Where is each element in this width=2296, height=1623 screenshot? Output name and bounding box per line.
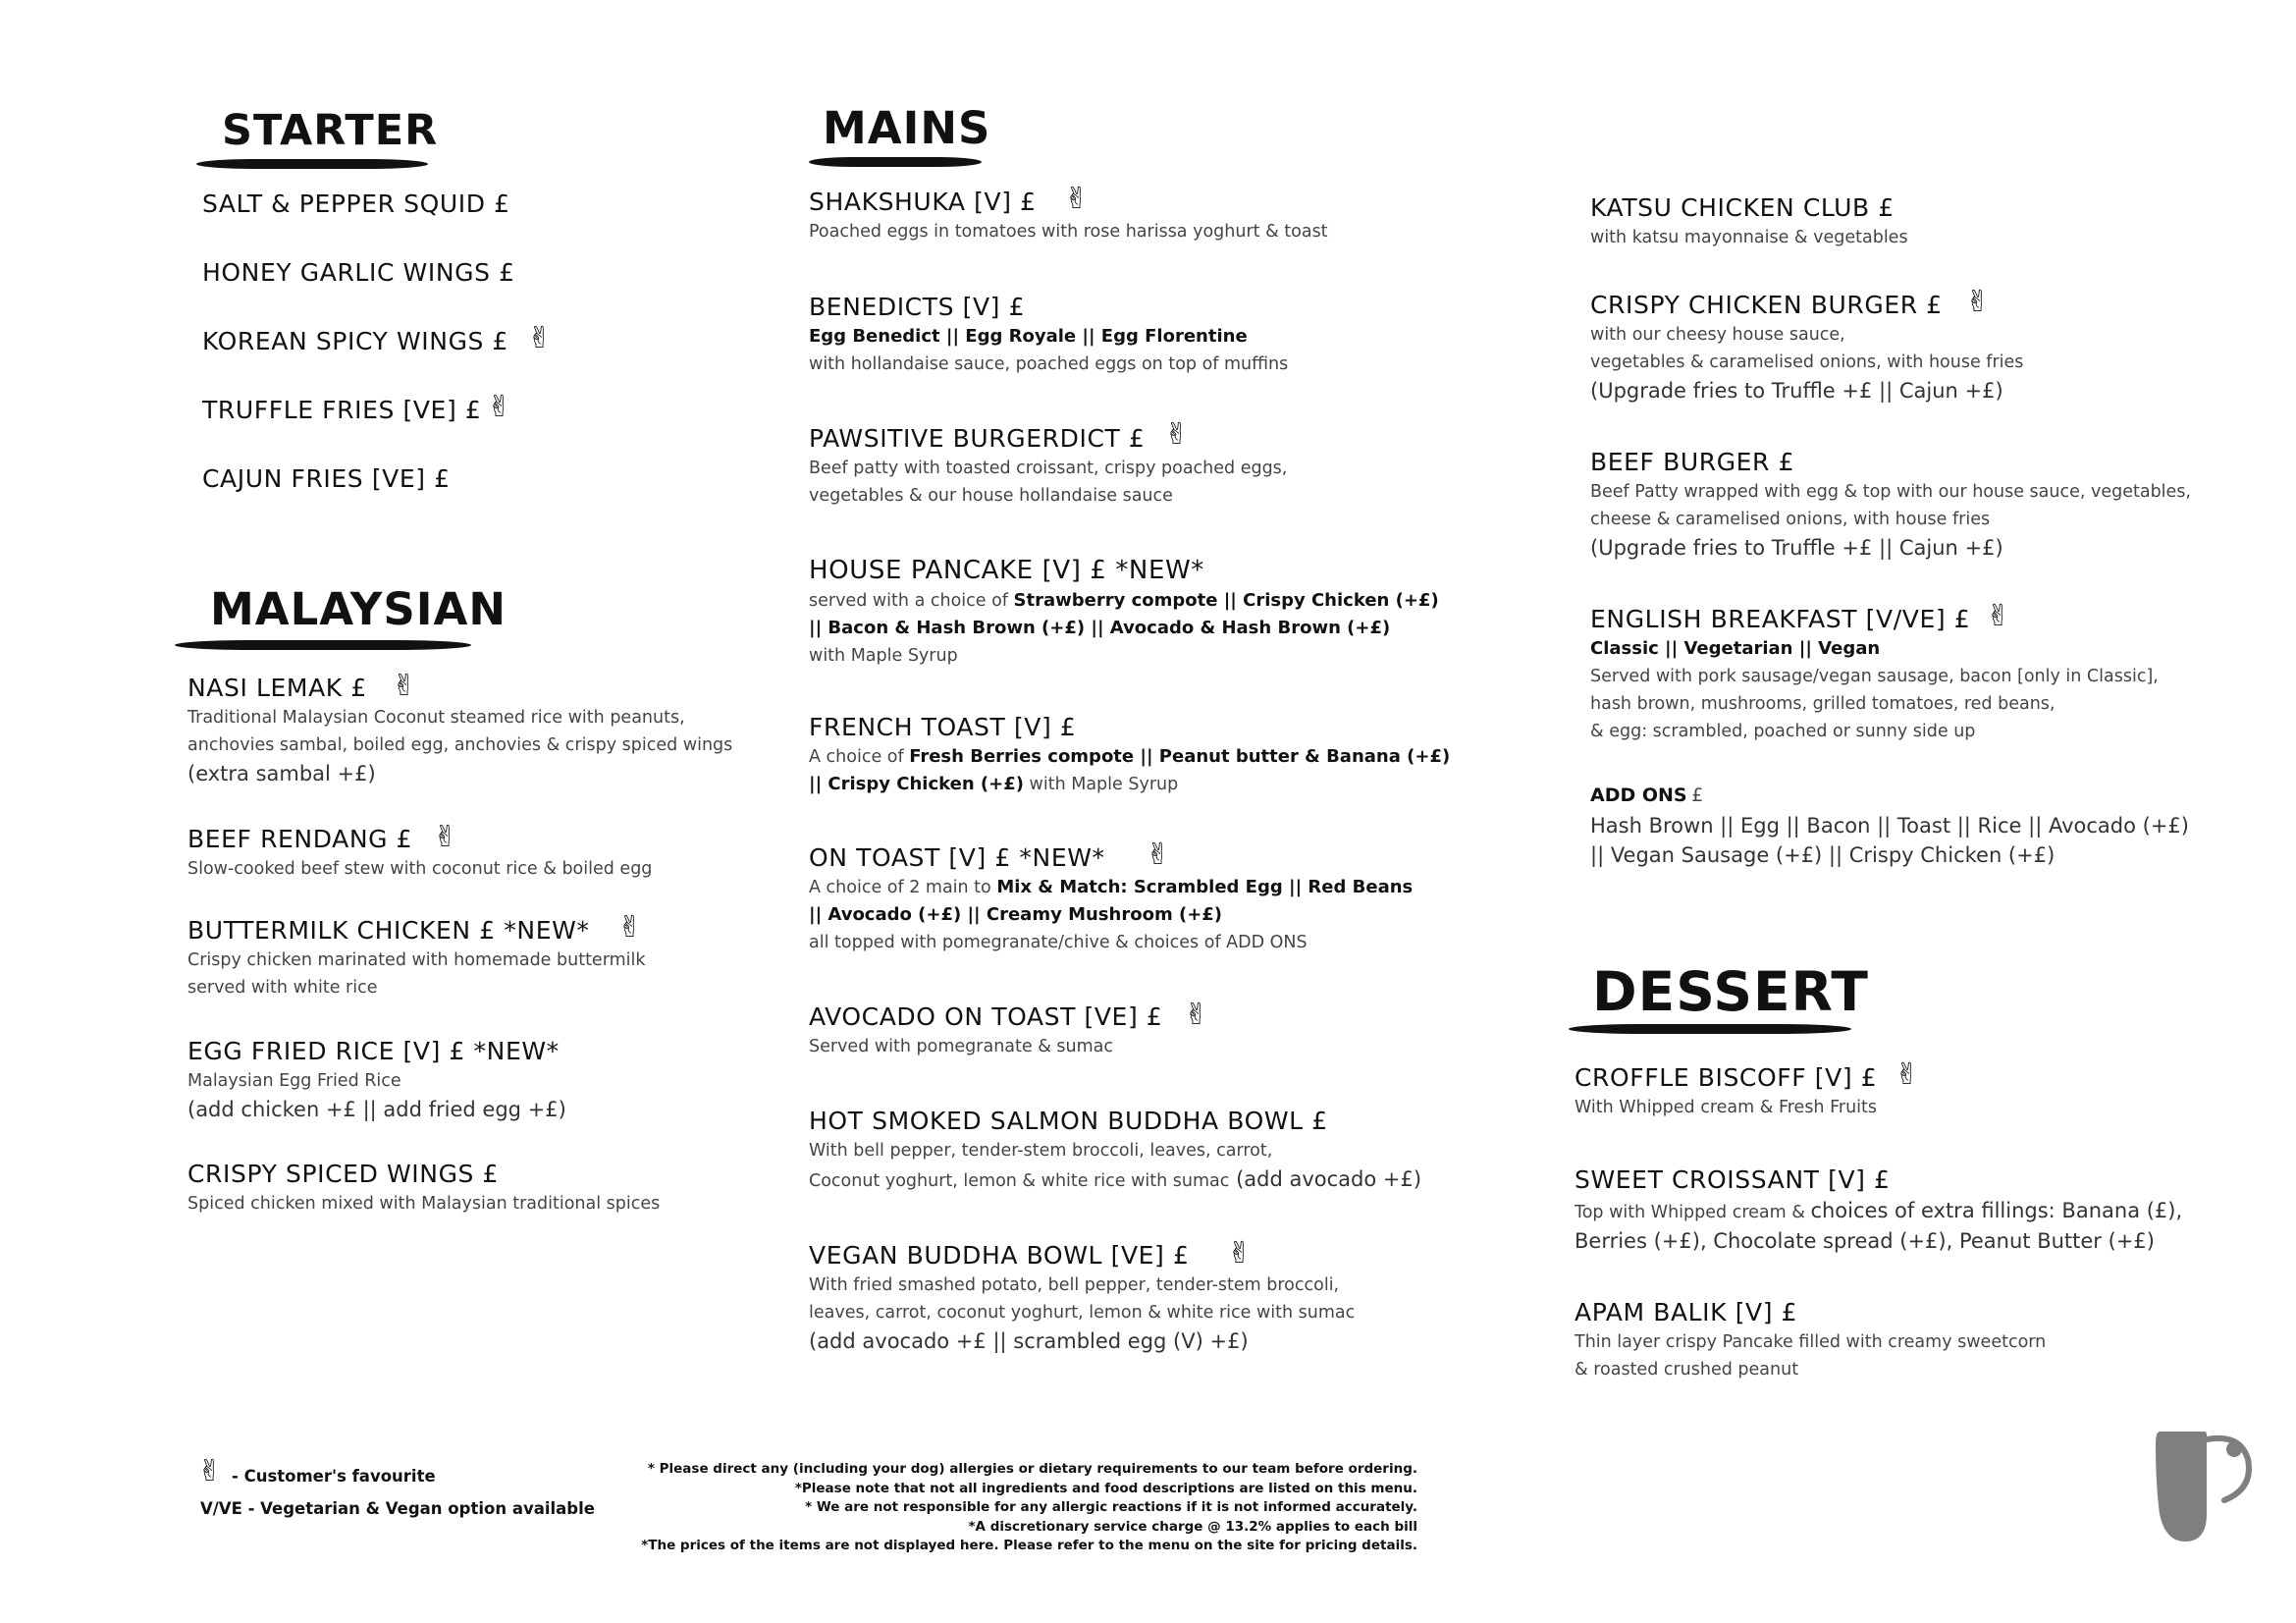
note-line: * We are not responsible for any allergic reactions if it is not informed accurately. (805, 1499, 1417, 1515)
item-description: Spiced chicken mixed with Malaysian traditional spices (187, 1194, 661, 1214)
dessert-title: DESSERT (1592, 960, 1869, 1023)
item-description: Served with pomegranate & sumac (809, 1037, 1114, 1056)
item-options: || Avocado (+£) || Creamy Mushroom (+£) (809, 904, 1223, 925)
favourite-icon: ✌ (1986, 599, 2011, 633)
dessert-underline (1569, 1024, 1851, 1034)
item-description: & egg: scrambled, poached or sunny side up (1590, 722, 1976, 741)
mains-underline (809, 157, 982, 167)
starter-item (202, 327, 508, 355)
item-description: all topped with pomegranate/chive & choices of ADD ONS (809, 933, 1308, 952)
item-description: Malaysian Egg Fried Rice (187, 1071, 401, 1091)
item-options: Mix & Match: Scrambled Egg || Red Beans (996, 877, 1414, 897)
favourite-icon: ✌ (1965, 285, 1991, 319)
menu-item (1590, 605, 2159, 745)
item-description: anchovies sambal, boiled egg, anchovies & crispy spiced wings (187, 735, 733, 755)
item-description: vegetables & caramelised onions, with house fries (1590, 352, 2024, 372)
item-description: served with white rice (187, 978, 378, 998)
item-extra: (add avocado +£ || scrambled egg (V) +£) (809, 1329, 1249, 1353)
menu-item (1590, 193, 1908, 251)
favourite-icon: ✌ (392, 669, 417, 703)
item-extra: (extra sambal +£) (187, 762, 376, 785)
malaysian-underline (175, 640, 471, 650)
starter-item (202, 189, 510, 218)
item-name: ON TOAST [V] £ *NEW* (809, 843, 1105, 872)
allergy-notes (641, 1460, 1417, 1556)
item-name: BUTTERMILK CHICKEN £ *NEW* (187, 916, 590, 945)
item-description: Poached eggs in tomatoes with rose harissa yoghurt & toast (809, 222, 1328, 242)
addons-title: ADD ONS (1590, 784, 1687, 806)
menu-item (187, 1037, 566, 1124)
item-name: EGG FRIED RICE [V] £ *NEW* (187, 1037, 560, 1065)
item-name: HOT SMOKED SALMON BUDDHA BOWL £ (809, 1107, 1328, 1135)
item-name: AVOCADO ON TOAST [VE] £ (809, 1002, 1163, 1031)
favourite-icon: ✌ (197, 1454, 223, 1488)
item-name: BEEF RENDANG £ (187, 825, 413, 853)
favourite-icon: ✌ (1164, 417, 1190, 452)
item-description: Served with pork sausage/vegan sausage, bacon [only in Classic], (1590, 667, 2159, 686)
menu-item (809, 713, 1450, 798)
item-extra: (add avocado +£) (1229, 1167, 1422, 1191)
legend-favourite: - Customer's favourite (232, 1467, 436, 1486)
item-options: || Bacon & Hash Brown (+£) || Avocado & Hash Brown (+£) (809, 618, 1391, 638)
item-description: With fried smashed potato, bell pepper, tender-stem broccoli, (809, 1275, 1340, 1295)
menu-item (809, 293, 1288, 378)
item-description: With Whipped cream & Fresh Fruits (1575, 1098, 1878, 1117)
favourite-icon: ✌ (487, 390, 512, 424)
menu-item (1590, 291, 2023, 406)
item-name: BENEDICTS [V] £ (809, 293, 1026, 321)
item-name: PAWSITIVE BURGERDICT £ (809, 424, 1146, 453)
favourite-icon: ✌ (1184, 998, 1209, 1032)
note-line: *The prices of the items are not displayed here. Please refer to the menu on the site for pricing details. (641, 1538, 1417, 1553)
item-description: Traditional Malaysian Coconut steamed rice with peanuts, (187, 708, 685, 728)
item-name: HONEY GARLIC WINGS £ (202, 258, 515, 287)
item-description: Beef Patty wrapped with egg & top with our house sauce, vegetables, (1590, 482, 2191, 502)
addons-list: || Vegan Sausage (+£) || Crispy Chicken (+£) (1590, 843, 2056, 867)
item-description: Slow-cooked beef stew with coconut rice & boiled egg (187, 859, 653, 879)
item-options: Egg Benedict || Egg Royale || Egg Florentine (809, 326, 1248, 347)
starter-item (202, 464, 451, 493)
menu-item (809, 1236, 1356, 1356)
item-description: With bell pepper, tender-stem broccoli, leaves, carrot, (809, 1141, 1273, 1161)
favourite-icon: ✌ (1227, 1236, 1253, 1271)
brand-logo (2146, 1426, 2264, 1543)
item-options: Classic || Vegetarian || Vegan (1590, 638, 1881, 659)
item-description: served with a choice of (809, 591, 1014, 611)
menu-item (809, 1002, 1162, 1060)
item-name: FRENCH TOAST [V] £ (809, 713, 1077, 741)
starter-title: STARTER (222, 106, 439, 155)
favourite-icon: ✌ (1895, 1057, 1920, 1092)
item-name: CROFFLE BISCOFF [V] £ (1575, 1063, 1878, 1092)
note-line: *Please note that not all ingredients and food descriptions are listed on this menu. (794, 1480, 1417, 1496)
item-description: with hollandaise sauce, poached eggs on top of muffins (809, 354, 1289, 374)
item-description: with Maple Syrup (1023, 775, 1179, 794)
item-description: Thin layer crispy Pancake filled with creamy sweetcorn (1575, 1332, 2047, 1352)
item-description: Coconut yoghurt, lemon & white rice with sumac (809, 1171, 1230, 1191)
item-options: Fresh Berries compote || Peanut butter & Banana (+£) (909, 746, 1451, 767)
starter-underline (196, 159, 428, 169)
item-name: NASI LEMAK £ (187, 674, 367, 702)
favourite-icon: ✌ (1146, 838, 1171, 872)
item-name: KOREAN SPICY WINGS £ (202, 327, 509, 355)
item-extra: (Upgrade fries to Truffle +£ || Cajun +£) (1590, 536, 2003, 560)
note-line: *A discretionary service charge @ 13.2% applies to each bill (968, 1518, 1417, 1535)
item-name: KATSU CHICKEN CLUB £ (1590, 193, 1895, 222)
menu-item (1590, 448, 2191, 563)
menu-item (1575, 1063, 1877, 1121)
menu-item (809, 843, 1413, 956)
item-description: Beef patty with toasted croissant, crispy poached eggs, (809, 459, 1288, 478)
item-description: vegetables & our house hollandaise sauce (809, 486, 1173, 506)
item-name: VEGAN BUDDHA BOWL [VE] £ (809, 1241, 1190, 1270)
starter-item (202, 258, 515, 287)
favourite-icon: ✌ (527, 321, 553, 355)
mains-title: MAINS (823, 102, 991, 154)
item-name: BEEF BURGER £ (1590, 448, 1795, 476)
item-description: with Maple Syrup (809, 646, 958, 666)
item-name: CRISPY CHICKEN BURGER £ (1590, 291, 1943, 319)
menu-item (187, 669, 737, 788)
item-description: hash brown, mushrooms, grilled tomatoes, red beans, (1590, 694, 2056, 714)
item-description: A choice of (809, 747, 910, 767)
menu-item (809, 1107, 1421, 1195)
item-name: CRISPY SPICED WINGS £ (187, 1160, 500, 1188)
starter-item (202, 396, 481, 424)
item-description: cheese & caramelised onions, with house fries (1590, 510, 1991, 529)
item-name: APAM BALIK [V] £ (1575, 1298, 1798, 1326)
item-description: Crispy chicken marinated with homemade buttermilk (187, 950, 646, 970)
menu-item (187, 820, 653, 883)
item-name: TRUFFLE FRIES [VE] £ (202, 396, 482, 424)
menu-item (809, 556, 1439, 670)
favourite-icon: ✌ (617, 910, 643, 945)
item-description: & roasted crushed peanut (1575, 1360, 1799, 1380)
item-description: Top with Whipped cream & (1575, 1203, 1811, 1222)
item-extra: Berries (+£), Chocolate spread (+£), Peanut Butter (+£) (1575, 1229, 2155, 1253)
malaysian-title: MALAYSIAN (210, 583, 507, 635)
item-options: Strawberry compote || Crispy Chicken (+£) (1013, 590, 1439, 611)
item-description: A choice of 2 main to (809, 878, 997, 897)
menu-item (187, 1160, 660, 1217)
note-line: * Please direct any (including your dog) allergies or dietary requirements to our team before ordering. (647, 1461, 1417, 1477)
favourite-icon: ✌ (1064, 182, 1090, 216)
favourite-icon: ✌ (433, 820, 458, 854)
addons-price: £ (1691, 784, 1704, 806)
item-name: CAJUN FRIES [VE] £ (202, 464, 451, 493)
item-description: leaves, carrot, coconut yoghurt, lemon & white rice with sumac (809, 1303, 1356, 1323)
addons (1590, 782, 2189, 870)
item-options: || Crispy Chicken (+£) (809, 774, 1024, 794)
legend-vegetarian-vegan: V/VE - Vegetarian & Vegan option available (200, 1499, 595, 1518)
item-name: ENGLISH BREAKFAST [V/VE] £ (1590, 605, 1971, 633)
item-extra: (Upgrade fries to Truffle +£ || Cajun +£) (1590, 379, 2003, 403)
item-description: with our cheesy house sauce, (1590, 325, 1845, 345)
menu-item (809, 424, 1287, 510)
item-name: SALT & PEPPER SQUID £ (202, 189, 510, 218)
menu-item (187, 916, 645, 1001)
item-name: HOUSE PANCAKE [V] £ *NEW* (809, 556, 1204, 585)
addons-list: Hash Brown || Egg || Bacon || Toast || Rice || Avocado (+£) (1590, 814, 2189, 838)
menu-item (1575, 1298, 2046, 1383)
item-description: with katsu mayonnaise & vegetables (1590, 228, 1908, 247)
item-extra: (add chicken +£ || add fried egg +£) (187, 1098, 566, 1121)
item-name: SWEET CROISSANT [V] £ (1575, 1165, 1891, 1194)
item-name: SHAKSHUKA [V] £ (809, 188, 1037, 216)
item-extra: choices of extra fillings: Banana (£), (1810, 1199, 2183, 1222)
menu-item (1575, 1165, 2182, 1256)
